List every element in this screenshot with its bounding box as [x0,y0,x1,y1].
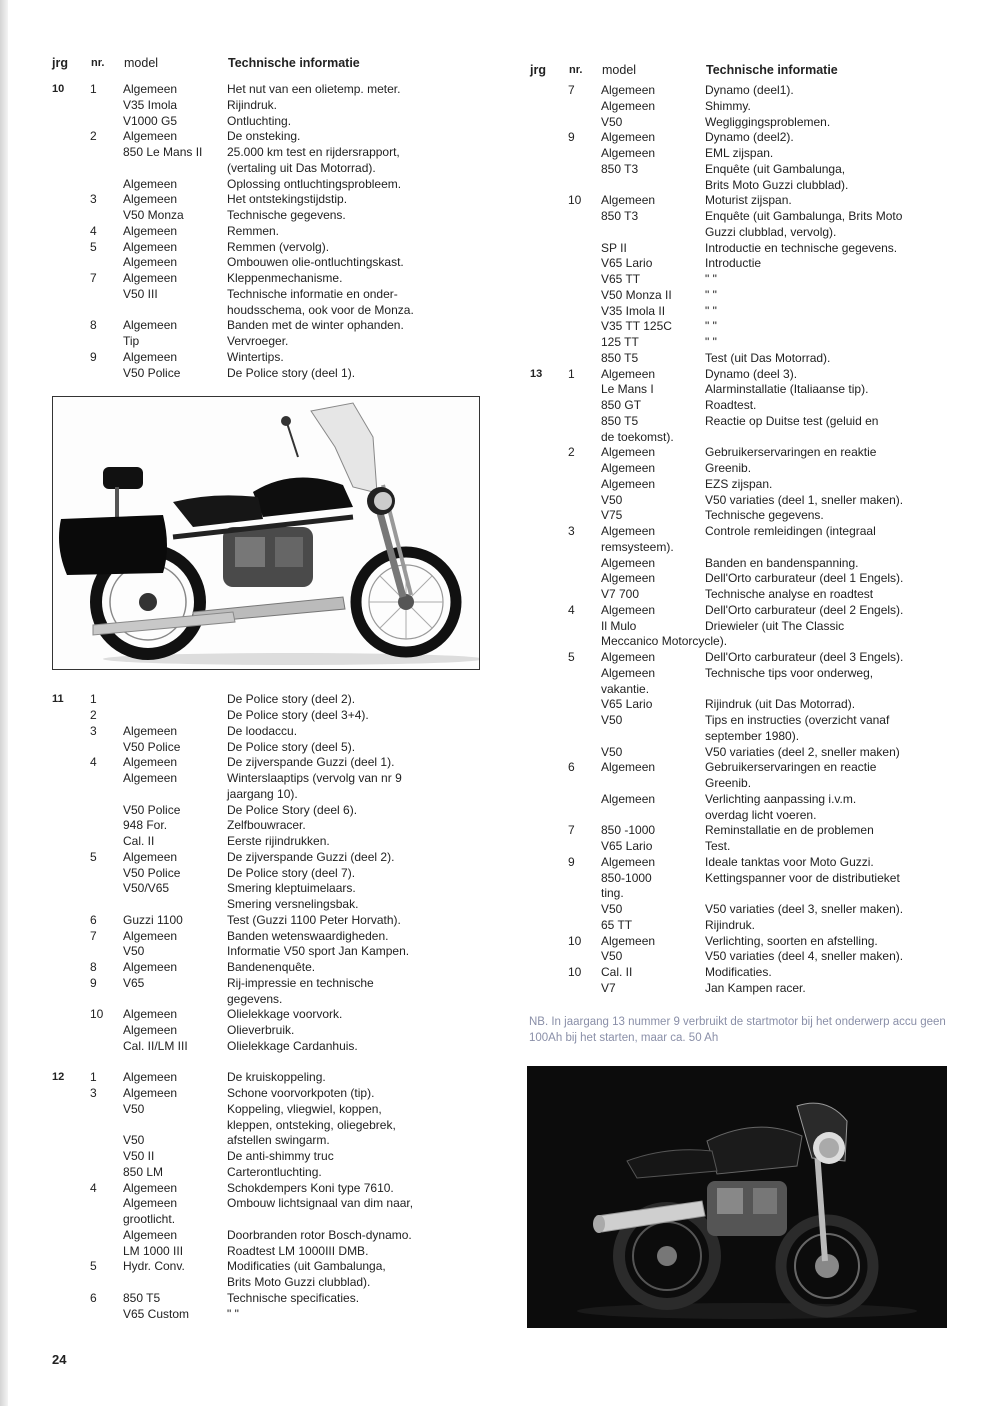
left-model-32: V50/V65 [123,881,170,896]
left-model-7: Algemeen [123,192,178,207]
right-info-14: " " [705,303,717,318]
page-number: 24 [52,1352,67,1367]
right-nr-49: 9 [568,854,575,869]
right-model-22: de toekomst). [601,429,674,444]
right-info-11: Introductie [705,256,762,271]
left-info-6: Oplossing ontluchtingsprobleem. [227,176,402,191]
left-info-31: De Police story (deel 7). [227,865,356,880]
right-model-57: V7 [601,980,616,995]
left-nr-35: 7 [90,928,97,943]
left-nr-44: 1 [90,1070,97,1085]
left-model-40: Algemeen [123,1007,178,1022]
left-info-22: De loodaccu. [227,723,298,738]
right-model-37: Algemeen [601,665,656,680]
right-model-8: 850 T3 [601,209,639,223]
left-info-29: Eerste rijindrukken. [227,834,330,848]
motorcycle-photo-modern [527,1066,947,1328]
left-info-30: De zijverspande Guzzi (deel 2). [227,849,395,864]
left-model-30: Algemeen [123,849,178,864]
right-model-48: V65 Lario [601,839,653,853]
right-model-18: Algemeen [601,366,656,381]
right-model-35: Meccanico Motorcycle). [601,634,728,649]
left-info-17: Wintertips. [227,349,284,364]
right-model-5: 850 T3 [601,161,639,176]
left-info-8: Technische gegevens. [227,208,346,222]
left-info-40: Olielekkage voorvork. [227,1007,343,1022]
right-model-13: V50 Monza II [601,287,672,302]
left-model-42: Cal. II/LM III [123,1038,188,1053]
header-jrg-left: jrg [52,56,68,70]
right-info-28: Controle remleidingen (integraal [705,524,876,538]
right-nr-47: 7 [568,823,575,838]
left-nr-34: 6 [90,912,97,927]
left-info-9: Remmen. [227,223,280,238]
left-model-9: Algemeen [123,223,178,238]
right-info-16: " " [705,335,717,349]
left-model-16: Tip [123,334,140,348]
right-nr-28: 3 [568,524,575,538]
right-model-0: Algemeen [601,83,656,97]
right-model-21: 850 T5 [601,413,639,428]
left-info-56: Modificaties (uit Gambalunga, [227,1259,386,1274]
left-model-55: LM 1000 III [123,1243,184,1258]
left-info-42: Olielekkage Cardanhuis. [227,1038,358,1053]
left-model-6: Algemeen [123,176,178,191]
right-info-41: september 1980). [705,728,800,743]
left-model-3: Algemeen [123,129,178,144]
left-nr-12: 7 [90,271,97,285]
left-model-59: V65 Custom [123,1306,190,1321]
left-info-48: afstellen swingarm. [227,1133,330,1148]
header-model-left: model [124,56,159,70]
right-info-34: Driewieler (uit The Classic [705,618,845,633]
right-info-39: Rijindruk (uit Das Motorrad). [705,697,856,712]
left-info-36: Informatie V50 sport Jan Kampen. [227,944,410,959]
binding-edge [0,0,8,1406]
right-info-50: Kettingspanner voor de distributieket [705,870,900,885]
header-info-right: Technische informatie [706,63,838,77]
right-info-24: Greenib. [705,461,752,475]
left-model-12: Algemeen [123,271,178,285]
right-nr-0: 7 [568,83,575,97]
left-nr-10: 5 [90,239,97,254]
right-model-3: Algemeen [601,130,656,145]
right-info-27: Technische gegevens. [705,508,824,523]
left-info-10: Remmen (vervolg). [227,239,330,254]
left-model-24: Algemeen [123,755,178,770]
left-info-55: Roadtest LM 1000III DMB. [227,1243,369,1258]
right-info-45: Verlichting aanpassing i.v.m. [705,791,857,806]
left-nr-0: 1 [90,82,97,96]
right-model-52: V50 [601,902,623,916]
left-info-50: Carterontluchting. [227,1164,322,1179]
left-model-58: 850 T5 [123,1290,161,1305]
left-model-25: Algemeen [123,771,178,785]
left-info-0: Het nut van een olietemp. meter. [227,82,401,96]
left-model-10: Algemeen [123,239,178,254]
left-info-16: Vervroeger. [227,334,289,348]
right-info-33: Dell'Orto carburateur (deel 2 Engels). [705,602,904,617]
left-info-46: Koppeling, vliegwiel, koppen, [227,1101,382,1116]
left-model-36: V50 [123,944,145,959]
left-nr-38: 9 [90,975,97,990]
left-model-49: V50 II [123,1149,155,1163]
left-model-38: V65 [123,975,145,990]
left-model-56: Hydr. Conv. [123,1259,185,1274]
right-info-52: V50 variaties (deel 3, sneller maken). [705,902,904,916]
left-info-24: De zijverspande Guzzi (deel 1). [227,755,395,770]
right-nr-43: 6 [568,760,575,775]
right-model-26: V50 [601,492,623,507]
left-nr-30: 5 [90,849,97,864]
right-info-46: overdag licht voeren. [705,807,817,822]
right-model-19: Le Mans I [601,382,654,397]
left-model-28: 948 For. [123,818,168,833]
right-info-12: " " [705,272,717,286]
left-info-18: De Police story (deel 1). [227,365,356,380]
left-info-37: Bandenenquête. [227,960,316,974]
right-info-36: Dell'Orto carburateur (deel 3 Engels). [705,650,904,664]
left-model-22: Algemeen [123,723,178,738]
right-nr-54: 10 [568,933,582,948]
left-info-1: Rijindruk. [227,97,278,112]
right-info-18: Dynamo (deel 3). [705,366,798,381]
left-info-38: Rij-impressie en technische [227,975,374,990]
right-info-2: Wegliggingsproblemen. [705,114,831,129]
right-model-47: 850 -1000 [601,823,656,838]
left-nr-56: 5 [90,1259,97,1274]
right-model-25: Algemeen [601,476,656,491]
left-info-27: De Police Story (deel 6). [227,802,358,817]
left-info-13: Technische informatie en onder- [227,286,398,301]
left-nr-37: 8 [90,960,97,974]
right-nr-7: 10 [568,193,582,208]
right-info-20: Roadtest. [705,398,757,412]
header-nr-left: nr. [91,57,105,69]
right-info-4: EML zijspan. [705,146,774,160]
left-info-34: Test (Guzzi 1100 Peter Horvath). [227,912,401,927]
left-nr-9: 4 [90,223,97,238]
left-nr-58: 6 [90,1290,97,1305]
right-model-2: V50 [601,114,623,129]
right-model-15: V35 TT 125C [601,319,672,334]
right-model-45: Algemeen [601,791,656,806]
left-model-52: Algemeen [123,1196,178,1211]
header-jrg-right: jrg [530,63,546,77]
left-model-8: V50 Monza [123,208,184,222]
left-model-31: V50 Police [123,865,181,880]
right-info-30: Banden en bandenspanning. [705,555,859,570]
left-info-21: De Police story (deel 3+4). [227,708,369,722]
right-model-36: Algemeen [601,650,656,664]
left-nr-3: 2 [90,129,97,144]
right-info-57: Jan Kampen racer. [705,980,806,995]
left-info-15: Banden met de winter ophanden. [227,318,404,333]
left-info-7: Het ontstekingstijdstip. [227,192,348,207]
left-info-45: Schone voorvorkpoten (tip). [227,1086,375,1100]
right-info-6: Brits Moto Guzzi clubblad). [705,177,849,192]
left-model-54: Algemeen [123,1227,178,1242]
right-nr-33: 4 [568,602,575,617]
header-nr-right: nr. [569,64,583,76]
left-info-26: jaargang 10). [227,786,298,801]
right-info-21: Reactie op Duitse test (geluid en [705,413,879,428]
left-info-49: De anti-shimmy truc [227,1149,334,1163]
left-jrg-0: 10 [52,83,65,95]
left-model-18: V50 Police [123,365,181,380]
right-model-50: 850-1000 [601,870,652,885]
left-model-37: Algemeen [123,960,178,974]
left-info-39: gegevens. [227,991,283,1006]
left-info-57: Brits Moto Guzzi clubblad). [227,1275,371,1289]
right-info-5: Enquête (uit Gambalunga, [705,161,846,176]
right-info-0: Dynamo (deel1). [705,83,794,97]
left-info-35: Banden wetenswaardigheden. [227,928,389,943]
left-nr-7: 3 [90,192,97,207]
right-info-15: " " [705,319,717,334]
right-model-20: 850 GT [601,398,642,412]
left-info-20: De Police story (deel 2). [227,692,356,707]
right-info-17: Test (uit Das Motorrad). [705,350,831,365]
right-model-43: Algemeen [601,760,656,775]
left-info-3: De onsteking. [227,129,301,144]
left-info-12: Kleppenmechanisme. [227,271,343,285]
header-model-right: model [602,63,637,77]
right-model-42: V50 [601,744,623,759]
left-jrg-44: 12 [52,1071,65,1084]
left-info-32: Smering kleptuimelaars. [227,881,356,896]
right-model-32: V7 700 [601,587,640,601]
right-info-1: Shimmy. [705,98,751,113]
left-model-15: Algemeen [123,318,178,333]
right-info-42: V50 variaties (deel 2, sneller maken) [705,744,900,759]
right-model-16: 125 TT [601,335,639,349]
left-info-28: Zelfbouwracer. [227,818,306,833]
left-info-41: Olieverbruik. [227,1023,295,1037]
left-model-35: Algemeen [123,928,178,943]
right-info-55: V50 variaties (deel 4, sneller maken). [705,949,904,964]
right-model-28: Algemeen [601,524,656,538]
right-model-51: ting. [601,886,624,901]
right-model-10: SP II [601,240,627,255]
left-model-13: V50 III [123,286,158,301]
right-info-13: " " [705,287,717,302]
right-model-17: 850 T5 [601,350,639,365]
right-model-33: Algemeen [601,602,656,617]
right-info-32: Technische analyse en roadtest [705,587,874,601]
right-model-24: Algemeen [601,461,656,475]
right-nr-23: 2 [568,445,575,460]
right-model-56: Cal. II [601,965,633,979]
left-info-33: Smering versnelingsbak. [227,897,359,911]
left-model-0: Algemeen [123,82,178,96]
left-model-1: V35 Imola [123,97,178,112]
header-info-left: Technische informatie [228,56,360,70]
left-nr-15: 8 [90,318,97,333]
left-info-25: Winterslaaptips (vervolg van nr 9 [227,771,402,785]
left-nr-24: 4 [90,755,97,770]
right-model-39: V65 Lario [601,697,653,712]
left-model-4: 850 Le Mans II [123,145,203,159]
left-info-11: Ombouwen olie-ontluchtingskast. [227,255,404,270]
left-model-53: grootlicht. [123,1212,176,1226]
left-model-2: V1000 G5 [123,113,178,128]
left-model-23: V50 Police [123,739,181,754]
motorcycle-photo-cruiser [52,396,480,670]
right-info-49: Ideale tanktas voor Moto Guzzi. [705,854,874,869]
left-model-48: V50 [123,1133,145,1148]
right-info-47: Reminstallatie en de problemen [705,823,874,838]
left-model-34: Guzzi 1100 [123,912,183,927]
left-info-51: Schokdempers Koni type 7610. [227,1180,394,1195]
right-model-4: Algemeen [601,146,656,160]
right-model-30: Algemeen [601,555,656,570]
left-model-50: 850 LM [123,1164,164,1179]
right-model-12: V65 TT [601,272,641,286]
left-model-17: Algemeen [123,349,178,364]
left-info-44: De kruiskoppeling. [227,1070,326,1085]
left-model-46: V50 [123,1101,145,1116]
right-nr-3: 9 [568,130,575,145]
right-info-8: Enquête (uit Gambalunga, Brits Moto [705,209,903,223]
right-model-53: 65 TT [601,917,633,932]
left-info-14: houdsschema, ook voor de Monza. [227,302,414,317]
left-info-54: Doorbranden rotor Bosch-dynamo. [227,1227,412,1242]
right-model-55: V50 [601,949,623,964]
left-model-45: Algemeen [123,1086,178,1100]
left-model-44: Algemeen [123,1070,178,1085]
right-info-3: Dynamo (deel2). [705,130,794,145]
right-info-53: Rijindruk. [705,917,756,932]
right-info-19: Alarminstallatie (Italiaanse tip). [705,382,869,397]
left-nr-22: 3 [90,723,97,738]
left-nr-45: 3 [90,1086,97,1100]
left-info-59: " " [227,1306,239,1321]
left-info-4: 25.000 km test en rijdersrapport, [227,145,400,159]
left-model-51: Algemeen [123,1180,178,1195]
right-info-54: Verlichting, soorten en afstelling. [705,933,878,948]
right-info-48: Test. [705,839,731,853]
right-model-34: Il Mulo [601,618,637,633]
right-model-29: remsysteem). [601,539,674,554]
left-info-5: (vertaling uit Das Motorrad). [227,160,376,175]
left-nr-20: 1 [90,692,97,707]
right-nr-36: 5 [568,650,575,664]
right-info-10: Introductie en technische gegevens. [705,240,898,255]
right-model-38: vakantie. [601,681,650,696]
right-model-1: Algemeen [601,98,656,113]
right-model-31: Algemeen [601,571,656,586]
right-model-40: V50 [601,713,623,727]
right-model-14: V35 Imola II [601,303,666,318]
right-nr-18: 1 [568,366,575,381]
left-info-23: De Police story (deel 5). [227,739,356,754]
right-info-23: Gebruikerservaringen en reaktie [705,445,877,460]
right-info-25: EZS zijspan. [705,476,773,491]
left-model-27: V50 Police [123,802,181,817]
right-info-26: V50 variaties (deel 1, sneller maken). [705,492,904,507]
right-nr-56: 10 [568,965,582,979]
right-model-23: Algemeen [601,445,656,460]
left-jrg-20: 11 [52,693,64,706]
right-model-49: Algemeen [601,854,656,869]
left-nr-17: 9 [90,349,97,364]
footnote: NB. In jaargang 13 nummer 9 verbruikt de startmotor bij het onderwerp accu geen 100Ah bij het starten, maar ca. 50 Ah [529,1016,946,1044]
left-model-29: Cal. II [123,834,155,848]
right-model-27: V75 [601,508,623,523]
left-model-11: Algemeen [123,255,178,270]
left-nr-51: 4 [90,1180,97,1195]
right-jrg-18: 13 [530,367,543,380]
left-info-52: Ombouw lichtsignaal van dim naar, [227,1196,414,1211]
right-info-56: Modificaties. [705,965,772,979]
left-info-58: Technische specificaties. [227,1290,360,1305]
right-info-9: Guzzi clubblad, vervolg). [705,224,837,239]
left-info-47: kleppen, ontsteking, oliegebrek, [227,1117,396,1132]
right-model-11: V65 Lario [601,256,653,271]
right-info-44: Greenib. [705,776,752,790]
left-nr-21: 2 [90,708,97,722]
left-info-2: Ontluchting. [227,113,292,128]
left-model-41: Algemeen [123,1023,178,1037]
right-info-7: Moturist zijspan. [705,193,792,208]
left-nr-40: 10 [90,1007,104,1022]
right-info-37: Technische tips voor onderweg, [705,665,874,680]
right-info-40: Tips en instructies (overzicht vanaf [705,713,890,727]
right-info-43: Gebruikerservaringen en reactie [705,760,877,775]
right-model-54: Algemeen [601,933,656,948]
right-info-31: Dell'Orto carburateur (deel 1 Engels). [705,571,904,586]
right-model-7: Algemeen [601,193,656,208]
